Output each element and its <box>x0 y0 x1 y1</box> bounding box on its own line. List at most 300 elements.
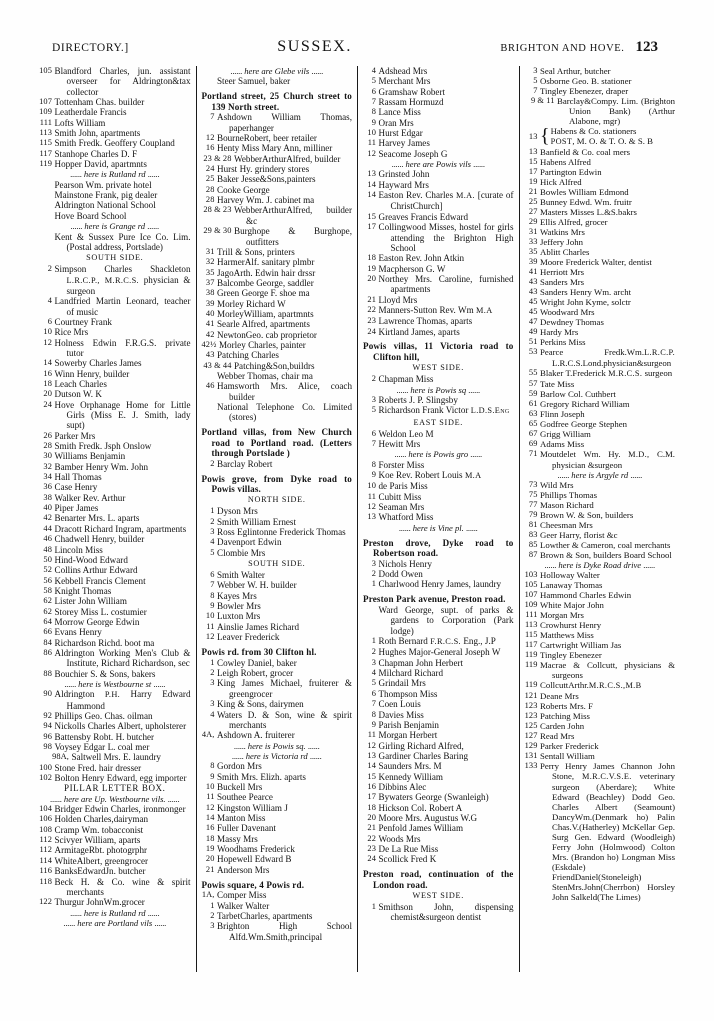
entry-number: 7 <box>210 580 215 590</box>
directory-entry <box>525 429 676 439</box>
entry-number: 35 <box>205 267 215 277</box>
entry-number: 5 <box>371 405 376 415</box>
directory-entry <box>525 600 676 610</box>
entry-text: Ward George, supt. of parks & gardens to Corporation (Park lodge) <box>378 605 514 636</box>
directory-entry <box>202 459 353 469</box>
entry-text: Macrae & Collcutt, physicians & surgeons <box>540 660 675 680</box>
entry-text: Hewitt Mrs <box>378 438 421 449</box>
leader-dots: ...... <box>391 159 404 170</box>
entry-number: 87 <box>528 550 538 559</box>
entry-number: 2 <box>210 668 215 678</box>
entry-text: Dutson W. K <box>54 389 102 400</box>
directory-entry <box>363 772 514 782</box>
entry-text: Bouchier S. & Sons, bakers <box>54 668 156 679</box>
entry-number: 116 <box>39 866 52 876</box>
directory-entry <box>363 76 514 86</box>
entry-text: Flinn Joseph <box>540 409 585 419</box>
entry-text: Massy Mrs <box>217 833 258 844</box>
entry-number: 3 <box>371 394 376 404</box>
entry-text: Aldrington P.H. Harry Edward Hammond <box>54 689 191 711</box>
entry-text: King & Sons, dairymen <box>217 699 304 710</box>
entry-text: Grigg William <box>540 429 591 439</box>
entry-text: Lowther & Cameron, coal merchants <box>540 540 671 550</box>
entry-text: De La Rue Miss <box>378 843 439 854</box>
entry-text: Smith Fredk. Jsph Onslow <box>54 441 152 452</box>
directory-entry <box>39 627 191 637</box>
entry-number: 44 <box>43 523 52 533</box>
entry-number: 21 <box>528 187 538 196</box>
directory-entry <box>202 164 353 174</box>
entry-text: Richardson Frank Victor L.D.S.Eng <box>378 405 510 416</box>
directory-entry <box>39 596 191 606</box>
directory-entry <box>525 297 676 307</box>
entry-number: 15 <box>367 771 376 781</box>
entry-text: Roth Bernard F.R.C.S. Eng., J.P <box>378 636 496 647</box>
abbreviation: M.A <box>476 305 493 315</box>
directory-entry <box>39 441 191 451</box>
entry-number: 1 <box>210 506 215 516</box>
directory-entry <box>363 118 514 128</box>
directory-entry <box>525 257 676 267</box>
entry-number: 12 <box>205 632 215 642</box>
entry-number: 12 <box>43 337 52 347</box>
entry-number: 38 <box>43 492 52 502</box>
entry-number: 102 <box>39 773 52 783</box>
entry-text: Wright John Kyme, solctr <box>540 297 631 307</box>
entry-number: 9 <box>210 771 215 781</box>
directory-entry <box>202 632 353 642</box>
street-heading <box>202 91 353 112</box>
entry-text: Perry Henry James Channon John Stone, M.R.C.V.S.E. veterinary surgeon (Aberdare); White Edward (Beachley) Dodd Geo. Charles Albert (Seamount) DancyWm.(Denmark ho) Palin Chas.V.(Hatherley) McKellar Gep. Surg Gen. Edward (Woodleigh) Ferry John (Holmwood) Colton Mrs. (Brandon ho) Longman Miss (Eskdale) FriendDaniel(Stoneleigh) StenMrs.John(Cherrbon) Horsley John Salkeld(The Limes) <box>540 761 675 902</box>
directory-entry <box>525 217 676 227</box>
directory-entry <box>363 902 514 923</box>
entry-number: 3 <box>533 66 538 75</box>
entry-text: Luxton Mrs <box>217 611 261 622</box>
leader-dots: ...... <box>147 169 160 180</box>
directory-entry <box>363 813 514 823</box>
directory-entry <box>39 877 191 898</box>
directory-entry <box>363 460 514 470</box>
directory-entry <box>39 400 191 431</box>
entry-text: Williams Benjamin <box>54 451 126 462</box>
directory-entry <box>202 911 353 921</box>
entry-text: Gardiner Charles Baring <box>378 750 469 761</box>
directory-entry <box>363 854 514 864</box>
entry-text: Kebbell Francis Clement <box>54 575 146 586</box>
leader-dots: ...... <box>396 384 409 395</box>
directory-entry <box>363 295 514 305</box>
directory-entry <box>363 792 514 802</box>
street-heading <box>363 538 514 559</box>
directory-entry <box>363 395 514 405</box>
entry-text: Smith Fredk. Geoffery Coupland <box>54 138 175 149</box>
entry-text: Hove Board School <box>54 210 127 221</box>
directory-entry <box>39 264 191 296</box>
entry-text: Baker Jesse&Sons,painters <box>217 174 316 185</box>
entry-number: 45 <box>528 307 538 316</box>
entry-text: Hamsworth Mrs. Alice, coach builder <box>217 381 352 402</box>
entry-number: 24 <box>367 326 376 336</box>
cross-reference-line: ...... here is Argyle rd ...... <box>557 470 643 480</box>
directory-entry <box>363 66 514 76</box>
directory-entry <box>39 897 191 907</box>
directory-entry <box>202 402 353 423</box>
entry-text: Seal Arthur, butcher <box>540 66 611 76</box>
directory-entry <box>525 731 676 741</box>
entry-text: Courtney Frank <box>54 316 112 327</box>
entry-text: Davenport Edwin <box>217 537 282 548</box>
entry-text: Leatherdale Francis <box>54 107 127 118</box>
directory-entry <box>39 327 191 337</box>
directory-entry <box>363 502 514 512</box>
directory-entry <box>39 689 191 711</box>
directory-entry <box>525 409 676 419</box>
cross-reference-line: ...... here is Powis sq ...... <box>396 384 480 395</box>
abbreviation: M.R.C.S. <box>608 369 643 378</box>
entry-number: 85 <box>528 540 538 549</box>
entry-text: Sentall William <box>540 751 595 761</box>
side-label: NORTH SIDE. <box>247 495 306 505</box>
entry-number: 112 <box>39 845 52 855</box>
directory-entry <box>202 299 353 309</box>
entry-number: 6 <box>371 86 376 96</box>
directory-entry <box>525 490 676 500</box>
entry-number: 4 <box>371 668 376 678</box>
entry-text: Morgan Herbert <box>378 730 438 741</box>
cross-reference-line: ...... here is Dyke Road drive ...... <box>544 560 655 570</box>
entry-text: Clombie Mrs <box>217 547 266 558</box>
directory-entry <box>202 257 353 267</box>
directory-entry <box>202 570 353 580</box>
directory-entry <box>525 520 676 530</box>
entry-number: 12 <box>367 740 376 750</box>
directory-entry <box>363 782 514 792</box>
directory-entry <box>363 149 514 159</box>
entry-text: WhiteAlbert, greengrocer <box>54 855 149 866</box>
entry-number: 11 <box>206 621 215 631</box>
directory-entry <box>363 751 514 761</box>
directory-entry <box>202 865 353 875</box>
entry-text: Winn Henry, builder <box>54 368 130 379</box>
directory-entry <box>39 358 191 368</box>
entry-text: Simpson Charles Shackleton L.R.C.P., M.R.C.S. physician & surgeon <box>54 264 191 296</box>
entry-number: 5 <box>371 76 376 86</box>
leader-dots: ...... <box>70 907 82 918</box>
street-heading <box>202 474 353 495</box>
entry-text: Koe Rev. Robert Louis M.A <box>378 469 482 480</box>
entry-text: Nickolls Charles Albert, upholsterer <box>54 721 187 732</box>
directory-entry <box>202 506 353 516</box>
directory-entry <box>525 691 676 701</box>
entry-number: 23 & 28 <box>203 153 232 163</box>
entry-text: Hurst Edgar <box>378 128 423 139</box>
street-heading <box>363 341 514 362</box>
entry-number: 1A, <box>201 890 215 900</box>
entry-text: Kingston William J <box>217 802 288 813</box>
directory-entry <box>202 309 353 319</box>
entry-number: 62 <box>43 596 52 606</box>
cross-reference-line: ...... here is Powis sq. ...... <box>233 740 320 751</box>
directory-column-3 <box>357 66 519 972</box>
entry-number: 88 <box>43 668 52 678</box>
directory-entry <box>525 761 676 902</box>
entry-number: 77 <box>528 500 538 509</box>
entry-text: Chapman John Herbert <box>378 657 464 668</box>
entry-number: 17 <box>367 792 376 802</box>
entry-number: 98A, <box>52 752 69 762</box>
entry-number: 118 <box>39 876 52 886</box>
entry-number: 32 <box>43 461 52 471</box>
directory-entry <box>363 374 514 384</box>
directory-entry <box>525 197 676 207</box>
entry-text: BourneRobert, beer retailer <box>217 133 317 144</box>
entry-number: 45 <box>528 297 538 306</box>
directory-entry <box>525 86 676 96</box>
directory-entry <box>39 190 191 200</box>
entry-number: 35 <box>528 247 538 256</box>
entry-number: 6 <box>371 688 376 698</box>
entry-text: JagoArth. Edwin hair drssr <box>217 267 316 278</box>
directory-entry <box>363 647 514 657</box>
entry-text: Anderson Mrs <box>217 864 270 875</box>
entry-number: 38 <box>205 288 215 298</box>
entry-text: Bowles William Edmond <box>540 187 629 197</box>
running-head-left: DIRECTORY.] <box>52 42 129 54</box>
directory-entry <box>525 157 676 167</box>
directory-entry <box>525 379 676 389</box>
entry-number: 16 <box>205 143 215 153</box>
entry-text: Beck H. & Co. wine & spirit merchants <box>54 876 191 897</box>
entry-text: Blaker T.Frederick M.R.C.S. surgeon <box>540 368 673 378</box>
directory-entry <box>202 154 353 164</box>
directory-entry <box>39 379 191 389</box>
directory-entry <box>39 607 191 617</box>
entry-number: 122 <box>39 897 52 907</box>
column-container <box>34 66 680 972</box>
directory-entry <box>202 782 353 792</box>
directory-entry <box>525 317 676 327</box>
entry-number: 21 <box>367 823 376 833</box>
entry-text: Habens & Co. stationers <box>550 126 637 136</box>
entry-number: 133 <box>524 761 538 770</box>
entry-text: Partington Edwin <box>540 167 602 177</box>
entry-text: Penfold James William <box>378 823 464 834</box>
abbreviation: M.R.C.S.,M.B <box>588 681 642 690</box>
abbreviation: L.D.S.Eng <box>470 406 510 416</box>
entry-text: Smith John, apartments <box>54 128 141 139</box>
entry-text: Charlwood Henry James, laundry <box>378 579 502 590</box>
leader-dots: ...... <box>70 221 83 232</box>
entry-number: 2 <box>47 264 52 274</box>
entry-number: 11 <box>206 792 215 802</box>
entry-text: Barlow Col. Cuthbert <box>540 389 616 399</box>
directory-entry <box>202 580 353 590</box>
entry-text: Dibbins Alec <box>378 781 427 792</box>
directory-entry <box>525 287 676 297</box>
entry-text: Collingwood Misses, hostel for girls attending the Brighton High School <box>378 222 514 253</box>
entry-text: Davies Miss <box>378 709 424 720</box>
entry-number: 107 <box>524 590 538 599</box>
directory-entry <box>39 107 191 117</box>
entry-text: Benarter Mrs. L. aparts <box>54 513 140 524</box>
directory-entry <box>202 591 353 601</box>
directory-entry <box>525 399 676 409</box>
entry-text: Harvey James <box>378 138 430 149</box>
entry-text: Dewdney Thomas <box>540 317 604 327</box>
entry-text: Leigh Robert, grocer <box>217 668 294 679</box>
entry-number: 75 <box>528 490 538 499</box>
directory-entry <box>525 267 676 277</box>
entry-text: Morley Richard W <box>217 298 286 309</box>
directory-entry <box>202 890 353 900</box>
entry-text: Webber Thomas, chair ma <box>217 370 313 381</box>
directory-entry <box>202 361 353 371</box>
entry-number: 2 <box>210 911 215 921</box>
entry-number: 127 <box>524 731 538 740</box>
entry-text: Tottenham Chas. builder <box>54 97 145 108</box>
entry-number: 56 <box>43 575 52 585</box>
entry-text: White Major John <box>540 600 604 610</box>
leader-dots: ...... <box>154 917 167 928</box>
entry-text: Scivyer William, aparts <box>54 835 141 846</box>
directory-entry <box>525 741 676 751</box>
entry-number: 13 <box>367 750 376 760</box>
entry-number: 64 <box>43 616 52 626</box>
directory-entry <box>202 527 353 537</box>
directory-entry <box>39 534 191 544</box>
leader-dots: ...... <box>465 522 478 533</box>
directory-entry <box>525 389 676 399</box>
entry-text: Ross Eglintonne Frederick Thomas <box>217 526 346 537</box>
directory-entry <box>363 316 514 326</box>
directory-entry <box>525 570 676 580</box>
directory-entry <box>202 247 353 257</box>
cross-reference-line: ...... here are Up. Westbourne vils. ...... <box>50 793 180 804</box>
entry-text: Lister John William <box>54 596 127 607</box>
cross-reference-line: ...... here are Powis vils ...... <box>391 159 485 170</box>
entry-number: 9 <box>371 117 376 127</box>
entry-number: 104 <box>39 804 52 814</box>
entry-text: POST, M. O. & T. O. & S. B <box>550 136 654 146</box>
street-name: Powis grove, <box>201 473 257 484</box>
directory-column-4 <box>519 66 681 972</box>
directory-entry <box>202 517 353 527</box>
directory-entry <box>363 834 514 844</box>
entry-number: 6 <box>47 316 52 326</box>
street-name: Powis rd. <box>201 646 240 657</box>
entry-text: Case Henry <box>54 482 98 493</box>
directory-entry <box>202 537 353 547</box>
entry-text: Battensby Robt. H. butcher <box>54 731 155 742</box>
leader-dots: ...... <box>50 793 62 804</box>
entry-text: Ashdown William Thomas, paperhanger <box>217 112 352 133</box>
entry-number: 41 <box>205 319 215 329</box>
entry-number: 106 <box>39 814 52 824</box>
directory-entry <box>39 451 191 461</box>
entry-number: 14 <box>43 358 52 368</box>
leader-dots: ...... <box>230 66 243 76</box>
entry-text: Habens Alfred <box>540 157 591 167</box>
entry-number: 28 <box>43 441 52 451</box>
entry-text: Hurst Hy. grindery stores <box>217 164 310 175</box>
entry-text: Phillips Thomas <box>540 490 598 500</box>
directory-entry <box>39 576 191 586</box>
directory-entry <box>202 174 353 184</box>
entry-number: 3 <box>210 526 215 536</box>
directory-entry <box>525 347 676 368</box>
street-name: Portland street, <box>201 91 266 102</box>
entry-text: Banfield & Co. coal mers <box>540 147 631 157</box>
directory-entry <box>202 710 353 731</box>
leader-dots: ...... <box>394 449 407 460</box>
entry-number: 113 <box>39 128 52 138</box>
entry-number: 19 <box>528 177 538 186</box>
directory-entry <box>39 317 191 327</box>
cross-reference-line: ...... here is Rutland rd ...... <box>70 907 160 918</box>
entry-text: Hopper David, apartmnts <box>54 159 147 170</box>
abbreviation: M.A. <box>456 191 475 201</box>
directory-entry <box>39 431 191 441</box>
entry-number: 2 <box>371 647 376 657</box>
entry-text: Manners-Sutton Rev. Wm M.A <box>378 304 493 315</box>
entry-number: 47 <box>528 317 538 326</box>
entry-text: Buckell Mrs <box>217 781 263 792</box>
entry-number: 5 <box>371 678 376 688</box>
entry-number: 96 <box>43 731 52 741</box>
entry-text: Hall Thomas <box>54 472 102 483</box>
entry-number: 17 <box>528 167 538 176</box>
entry-number: 4 <box>210 709 215 719</box>
directory-entry <box>525 177 676 187</box>
directory-entry <box>525 721 676 731</box>
entry-number: 4 <box>210 537 215 547</box>
entry-text: National Telephone Co. Limited (stores) <box>217 402 352 423</box>
directory-entry <box>363 305 514 316</box>
directory-entry <box>39 742 191 752</box>
entry-text: Hopewell Edward B <box>217 854 292 865</box>
entry-text: Searle Alfred, apartments <box>217 319 310 330</box>
entry-text: Woods Mrs <box>378 833 421 844</box>
entry-text: Rassam Hormuzd <box>378 97 444 108</box>
directory-entry <box>525 368 676 379</box>
directory-entry <box>525 66 676 76</box>
entry-text: Parker Mrs <box>54 430 96 441</box>
entry-text: Brown & Son, builders Board School <box>540 550 672 560</box>
directory-entry <box>202 730 353 740</box>
directory-entry <box>363 761 514 771</box>
entry-text: Hove Orphanage Home for Little Girls (Miss E. J. Smith, lady supt) <box>54 399 191 431</box>
brace-glyph: { <box>540 125 550 147</box>
entry-text: Burghope & Burghope, outfitters <box>234 226 352 247</box>
entry-text: Cartwright William Jas <box>540 640 622 650</box>
entry-number: 20 <box>367 812 376 822</box>
entry-number: 32 <box>205 257 215 267</box>
directory-entry <box>525 550 676 560</box>
directory-entry <box>525 449 676 470</box>
entry-text: Trill & Sons, printers <box>217 246 295 257</box>
directory-entry <box>39 617 191 627</box>
directory-entry <box>202 350 353 360</box>
entry-text: Hind-Wood Edward <box>54 554 128 565</box>
directory-entry <box>525 187 676 197</box>
entry-text: Mainstone Frank, pig dealer <box>54 190 158 201</box>
leader-dots: ...... <box>643 560 655 570</box>
directory-entry <box>363 559 514 569</box>
entry-text: Chadwell Henry, builder <box>54 534 145 545</box>
entry-text: Nichols Henry <box>378 558 432 569</box>
entry-text: Harvey Wm. J. cabinet ma <box>217 195 315 206</box>
abbreviation: M.D., <box>628 450 650 459</box>
